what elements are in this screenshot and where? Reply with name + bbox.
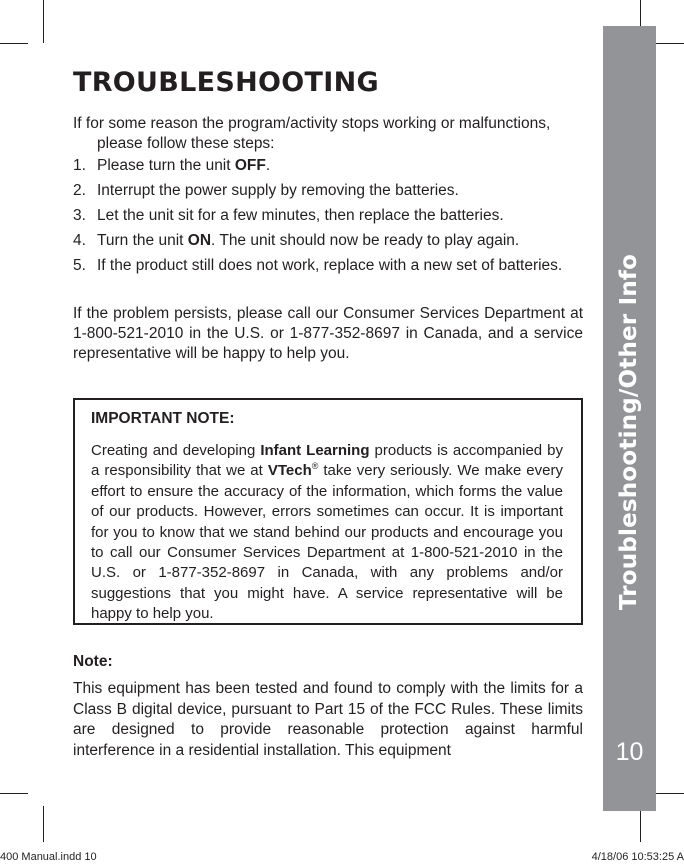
step-emphasis: OFF	[234, 157, 266, 174]
step-number: 1.	[73, 157, 86, 174]
intro-paragraph: If for some reason the program/activity stops working or malfunctions, please follow these steps:	[73, 115, 551, 152]
note-text-part: Creating and developing	[91, 442, 261, 459]
brand-company-name: VTech	[267, 462, 312, 480]
step-number: 4.	[73, 232, 86, 249]
important-note-title: IMPORTANT NOTE:	[91, 410, 235, 427]
fcc-note-text: This equipment has been tested and found to comply with the limits for a Class B digital device, pursuant to Part 15 of the FCC Rules. These limits are designed to provide reasonable protection against harmful interference in a residential installation. This equipment	[73, 680, 583, 759]
registered-mark: ®	[311, 461, 319, 472]
crop-mark	[656, 793, 684, 794]
fcc-note-title: Note:	[73, 653, 113, 670]
crop-mark	[43, 0, 44, 43]
step-text: .	[265, 157, 271, 174]
print-slug-timestamp: 4/18/06 10:53:25 A	[591, 851, 684, 863]
step-text: If the product still does not work, replace with a new set of batteries.	[97, 257, 563, 274]
step-text: Interrupt the power supply by removing the batteries.	[97, 182, 459, 199]
step-emphasis: ON	[187, 232, 212, 249]
crop-mark	[656, 43, 684, 44]
print-slug-filename: 400 Manual.indd 10	[0, 851, 97, 863]
troubleshooting-steps	[73, 156, 583, 281]
contact-paragraph: If the problem persists, please call our Consumer Services Department at 1-800-521-2010 in the U.S. or 1-877-352-8697 in Canada, and a service representative will be happy to help you.	[73, 305, 583, 362]
step-number: 5.	[73, 257, 86, 274]
crop-mark	[43, 806, 44, 842]
step-text: Please turn the unit	[97, 157, 235, 174]
page-title: TROUBLESHOOTING	[73, 67, 379, 98]
note-text-part: take very seriously. We make every effort to ensure the accuracy of the information, which forms the value of our products. However, errors sometimes can occur. It is important for you to know that we stand behind our products and encourage you to call our Consumer Services Department at 1-800-521-2010 in the U.S. or 1-877-352-8697 in Canada, with any problems and/or suggestions that you might have. A service representative will be happy to help you.	[91, 462, 563, 623]
crop-mark	[640, 806, 641, 842]
list-item	[73, 181, 583, 201]
side-tab-title: Troubleshooting/Other Info	[616, 253, 642, 611]
crop-mark	[0, 43, 28, 44]
step-text: . The unit should now be ready to play again.	[211, 232, 520, 249]
step-number: 2.	[73, 182, 86, 199]
step-text: Turn the unit	[97, 232, 188, 249]
brand-product-name: Infant Learning	[260, 442, 370, 459]
crop-mark	[0, 793, 28, 794]
list-item	[73, 231, 583, 251]
list-item	[73, 156, 583, 176]
list-item	[73, 206, 583, 226]
important-note-box	[73, 398, 583, 625]
note-text-part: products is accompanied by a responsibility that we at	[91, 442, 563, 480]
list-item	[73, 256, 583, 276]
step-text: Let the unit sit for a few minutes, then replace the batteries.	[97, 207, 504, 224]
step-number: 3.	[73, 207, 86, 224]
page-number: 10	[615, 738, 644, 766]
important-note-text	[91, 441, 563, 625]
